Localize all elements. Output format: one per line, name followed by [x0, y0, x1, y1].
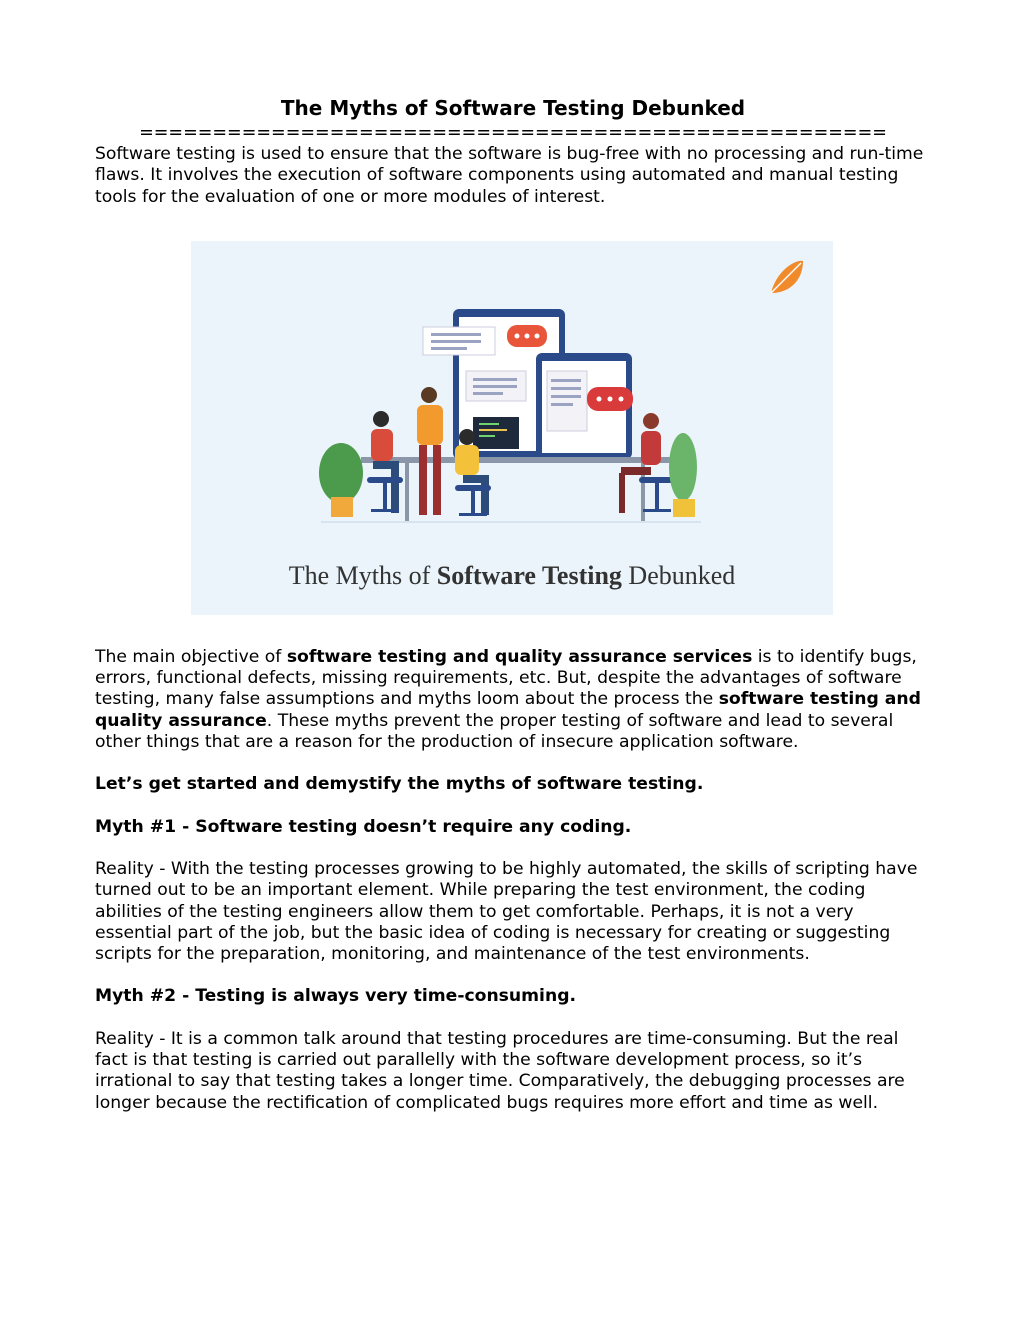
lead-in-heading: Let’s get started and demystify the myths of software testing. — [95, 774, 704, 795]
link-quality-assurance-services: software testing and quality assurance services — [286, 646, 753, 667]
desk-icon — [361, 457, 681, 463]
chair-icon — [367, 477, 675, 516]
leaf-logo-icon — [771, 261, 803, 293]
team-testing-illustration — [191, 241, 833, 615]
illustration-caption: The Myths of Software Testing Debunked — [288, 560, 736, 590]
document-page — [95, 94, 931, 1114]
myth-2-heading: Myth #2 - Testing is always very time-consuming. — [95, 986, 577, 1007]
myth-1-heading: Myth #1 - Software testing doesn’t require any coding. — [95, 816, 632, 837]
document-title: The Myths of Software Testing Debunked — [280, 96, 746, 120]
title-underline: =================================================== — [139, 123, 887, 143]
objective-paragraph: The main objective of software testing and quality assurance services is to identify bugs, errors, functional defects, missing requirements, etc. But, despite the advantages of software testing, many false assumptions and myths loom about the process the software testing and quality assurance. These myths prevent the proper testing of software and lead to several other things that are a reason for the production of insecure application software. — [95, 646, 921, 753]
myth-2-reality: Reality - It is a common talk around that testing procedures are time-consuming. But the real fact is that testing is carried out parallelly with the software development process, so it’s irrational to say that testing takes a longer time. Comparatively, the debugging processes are longer because the rectification of complicated bugs requires more effort and time as well. — [95, 1028, 905, 1113]
myth-1-reality: Reality - With the testing processes growing to be highly automated, the skills of scripting have turned out to be an important element. While preparing the test environment, the coding abilities of the testing engineers allow them to get comfortable. Perhaps, it is not a very essential part of the job, but the basic idea of coding is necessary for creating or suggesting scripts for the preparation, monitoring, and maintenance of the test environments. — [95, 858, 918, 965]
intro-paragraph: Software testing is used to ensure that the software is bug-free with no processing and run-time flaws. It involves the execution of software components using automated and manual testing tools for the evaluation of one or more modules of interest. — [95, 144, 924, 207]
hero-illustration — [191, 241, 833, 615]
laptop-icon — [473, 417, 519, 449]
